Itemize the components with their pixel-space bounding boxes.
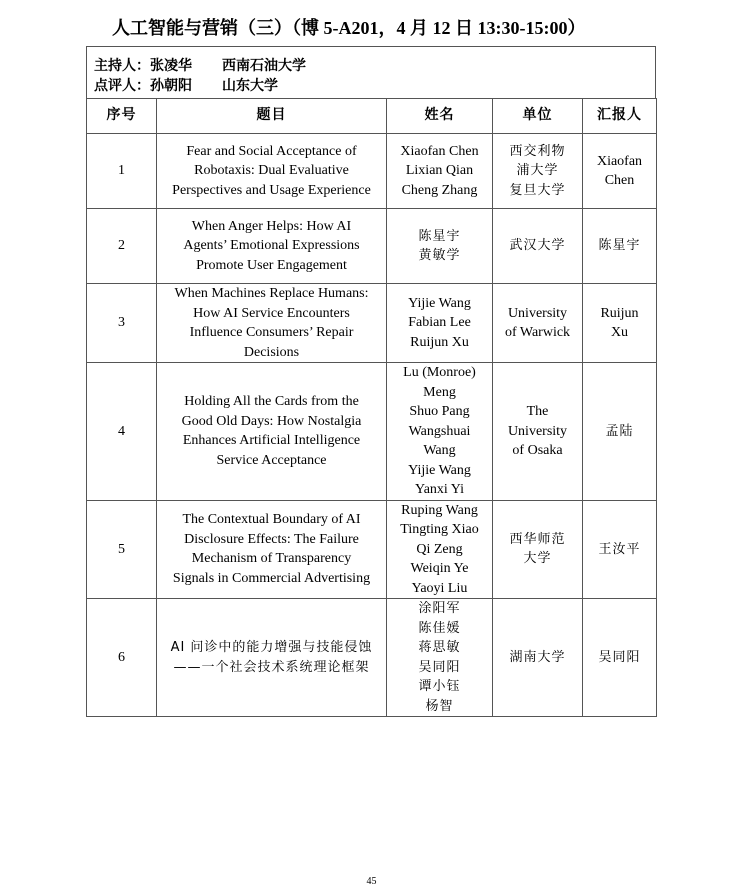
presenter: Xiaofan Chen — [583, 134, 657, 209]
presenter: 孟陆 — [583, 363, 657, 501]
header-unit: 单位 — [493, 99, 583, 134]
reviewer-name: 点评人：孙朝阳 — [94, 79, 192, 94]
author-list: Yijie Wang Fabian Lee Ruijun Xu — [387, 284, 493, 363]
row-number: 5 — [87, 500, 157, 599]
row-number: 3 — [87, 284, 157, 363]
presenter: 陈星宇 — [583, 209, 657, 284]
paper-title: Fear and Social Acceptance of Robotaxis: Dual Evaluative Perspectives and Usage Experience — [157, 134, 387, 209]
author-list: Lu (Monroe) Meng Shuo Pang Wangshuai Wang Yijie Wang Yanxi Yi — [387, 363, 493, 501]
table-row — [87, 500, 657, 599]
table-row — [87, 599, 657, 717]
table-row — [87, 363, 657, 501]
affiliation: The University of Osaka — [493, 363, 583, 501]
paper-title: When Anger Helps: How AI Agents’ Emotional Expressions Promote User Engagement — [157, 209, 387, 284]
header-number: 序号 — [87, 99, 157, 134]
affiliation: 西交利物 浦大学 复旦大学 — [493, 134, 583, 209]
presenter: 王汝平 — [583, 500, 657, 599]
table-row — [87, 209, 657, 284]
session-title: 人工智能与营销（三）（博 5-A201，4 月 12 日 13:30-15:00） — [112, 18, 586, 38]
affiliation: 武汉大学 — [493, 209, 583, 284]
affiliation: University of Warwick — [493, 284, 583, 363]
affiliation: 西华师范 大学 — [493, 500, 583, 599]
author-list: Xiaofan Chen Lixian Qian Cheng Zhang — [387, 134, 493, 209]
host-line — [94, 55, 306, 75]
host-info-box — [86, 46, 656, 99]
header-presenter: 汇报人 — [583, 99, 657, 134]
presenter: 吴同阳 — [583, 599, 657, 717]
presenter: Ruijun Xu — [583, 284, 657, 363]
host-name: 主持人：张凌华 — [94, 59, 192, 74]
row-number: 6 — [87, 599, 157, 717]
reviewer-org: 山东大学 — [222, 79, 278, 94]
author-list: 陈星宇 黄敏学 — [387, 209, 493, 284]
host-org: 西南石油大学 — [222, 59, 306, 74]
program-table — [86, 98, 657, 717]
page-number: 45 — [366, 876, 377, 887]
row-number: 4 — [87, 363, 157, 501]
paper-title: The Contextual Boundary of AI Disclosure Effects: The Failure Mechanism of Transparency Signals in Commercial Advertising — [157, 500, 387, 599]
paper-title: AI 问诊中的能力增强与技能侵蚀 ——一个社会技术系统理论框架 — [157, 599, 387, 717]
author-list: Ruping Wang Tingting Xiao Qi Zeng Weiqin Ye Yaoyi Liu — [387, 500, 493, 599]
table-row — [87, 134, 657, 209]
paper-title: When Machines Replace Humans: How AI Service Encounters Influence Consumers’ Repair Decisions — [157, 284, 387, 363]
row-number: 1 — [87, 134, 157, 209]
affiliation: 湖南大学 — [493, 599, 583, 717]
author-list: 涂阳军 陈佳媛 蒋思敏 吴同阳 谭小钰 杨智 — [387, 599, 493, 717]
header-authors: 姓名 — [387, 99, 493, 134]
table-header-row — [87, 99, 657, 134]
table-row — [87, 284, 657, 363]
header-title: 题目 — [157, 99, 387, 134]
reviewer-line — [94, 75, 278, 95]
paper-title: Holding All the Cards from the Good Old Days: How Nostalgia Enhances Artificial Intelligence Service Acceptance — [157, 363, 387, 501]
row-number: 2 — [87, 209, 157, 284]
